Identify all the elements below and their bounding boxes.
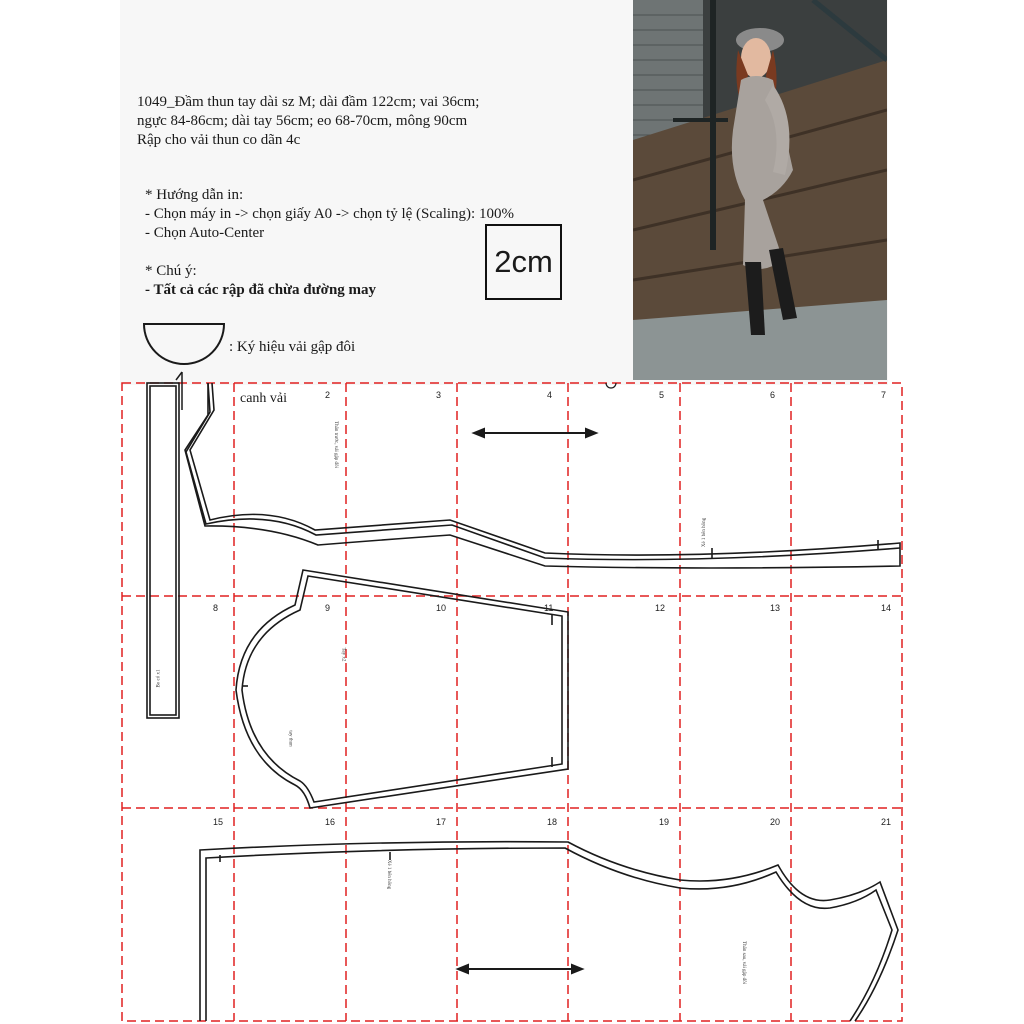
note-heading: * Chú ý: xyxy=(145,263,197,279)
page-number: 14 xyxy=(881,603,892,613)
page-grid xyxy=(122,383,902,1021)
page-number: 2 xyxy=(325,390,331,400)
neck-band-piece xyxy=(147,383,179,718)
page-number: 11 xyxy=(544,603,554,613)
page-number: 6 xyxy=(770,390,776,400)
page-number: 10 xyxy=(436,603,447,613)
page-number: 15 xyxy=(213,817,224,827)
page-number: 18 xyxy=(547,817,558,827)
pattern-title: 1049_Đầm thun tay dài sz M; dài đầm 122cm; vai 36cm; ngực 84-86cm; dài tay 56cm; eo 68-70cm, mông 90cm Rập cho vải thun co dãn 4c xyxy=(137,94,480,148)
page-number: 4 xyxy=(547,390,553,400)
page-number: 5 xyxy=(659,390,665,400)
grainline-arrow-top-icon xyxy=(474,429,596,437)
page-number: 3 xyxy=(436,390,442,400)
page-number: 9 xyxy=(325,603,331,613)
fold-symbol-icon xyxy=(144,324,224,364)
print-guide-step-1: - Chọn máy in -> chọn giấy A0 -> chọn tỷ lệ (Scaling): 100% xyxy=(145,206,514,222)
sleeve-label: tay thun xyxy=(287,730,293,747)
page-number: 13 xyxy=(770,603,781,613)
page-number: 16 xyxy=(325,817,336,827)
sleeve-small-label: Tay x2 xyxy=(340,647,346,662)
note-text: - Tất cả các rập đã chừa đường may xyxy=(145,282,377,298)
page-number: 20 xyxy=(770,817,781,827)
hip-slit-mark-label: Xẻ 1 bên hông xyxy=(702,517,708,548)
front-body-label: Thân trước, vải gập đôi xyxy=(332,421,338,468)
page-number: 12 xyxy=(655,603,666,613)
page-number: 7 xyxy=(881,390,887,400)
page-number: 17 xyxy=(436,817,447,827)
page-number: 8 xyxy=(213,603,219,613)
print-guide-step-2: - Chọn Auto-Center xyxy=(145,225,265,241)
print-guide-heading: * Hướng dẫn in: xyxy=(145,187,244,203)
page-number: 21 xyxy=(881,817,892,827)
fold-symbol-label: : Ký hiệu vải gập đôi xyxy=(229,339,356,355)
back-hip-slit-mark-label: Xẻ 1 bên hông xyxy=(386,859,392,890)
grainline-arrow-bottom-icon xyxy=(458,965,582,973)
neck-band-label: Bo cổ x1 xyxy=(156,669,162,688)
page-number: 19 xyxy=(659,817,670,827)
front-body-piece xyxy=(185,383,900,568)
grainline-label: canh vải xyxy=(240,391,288,406)
back-body-piece xyxy=(200,842,898,1021)
scale-reference-label: 2cm xyxy=(494,244,553,279)
sleeve-piece xyxy=(236,570,568,808)
back-body-label: Thân sau, vải gập đôi xyxy=(740,941,746,984)
